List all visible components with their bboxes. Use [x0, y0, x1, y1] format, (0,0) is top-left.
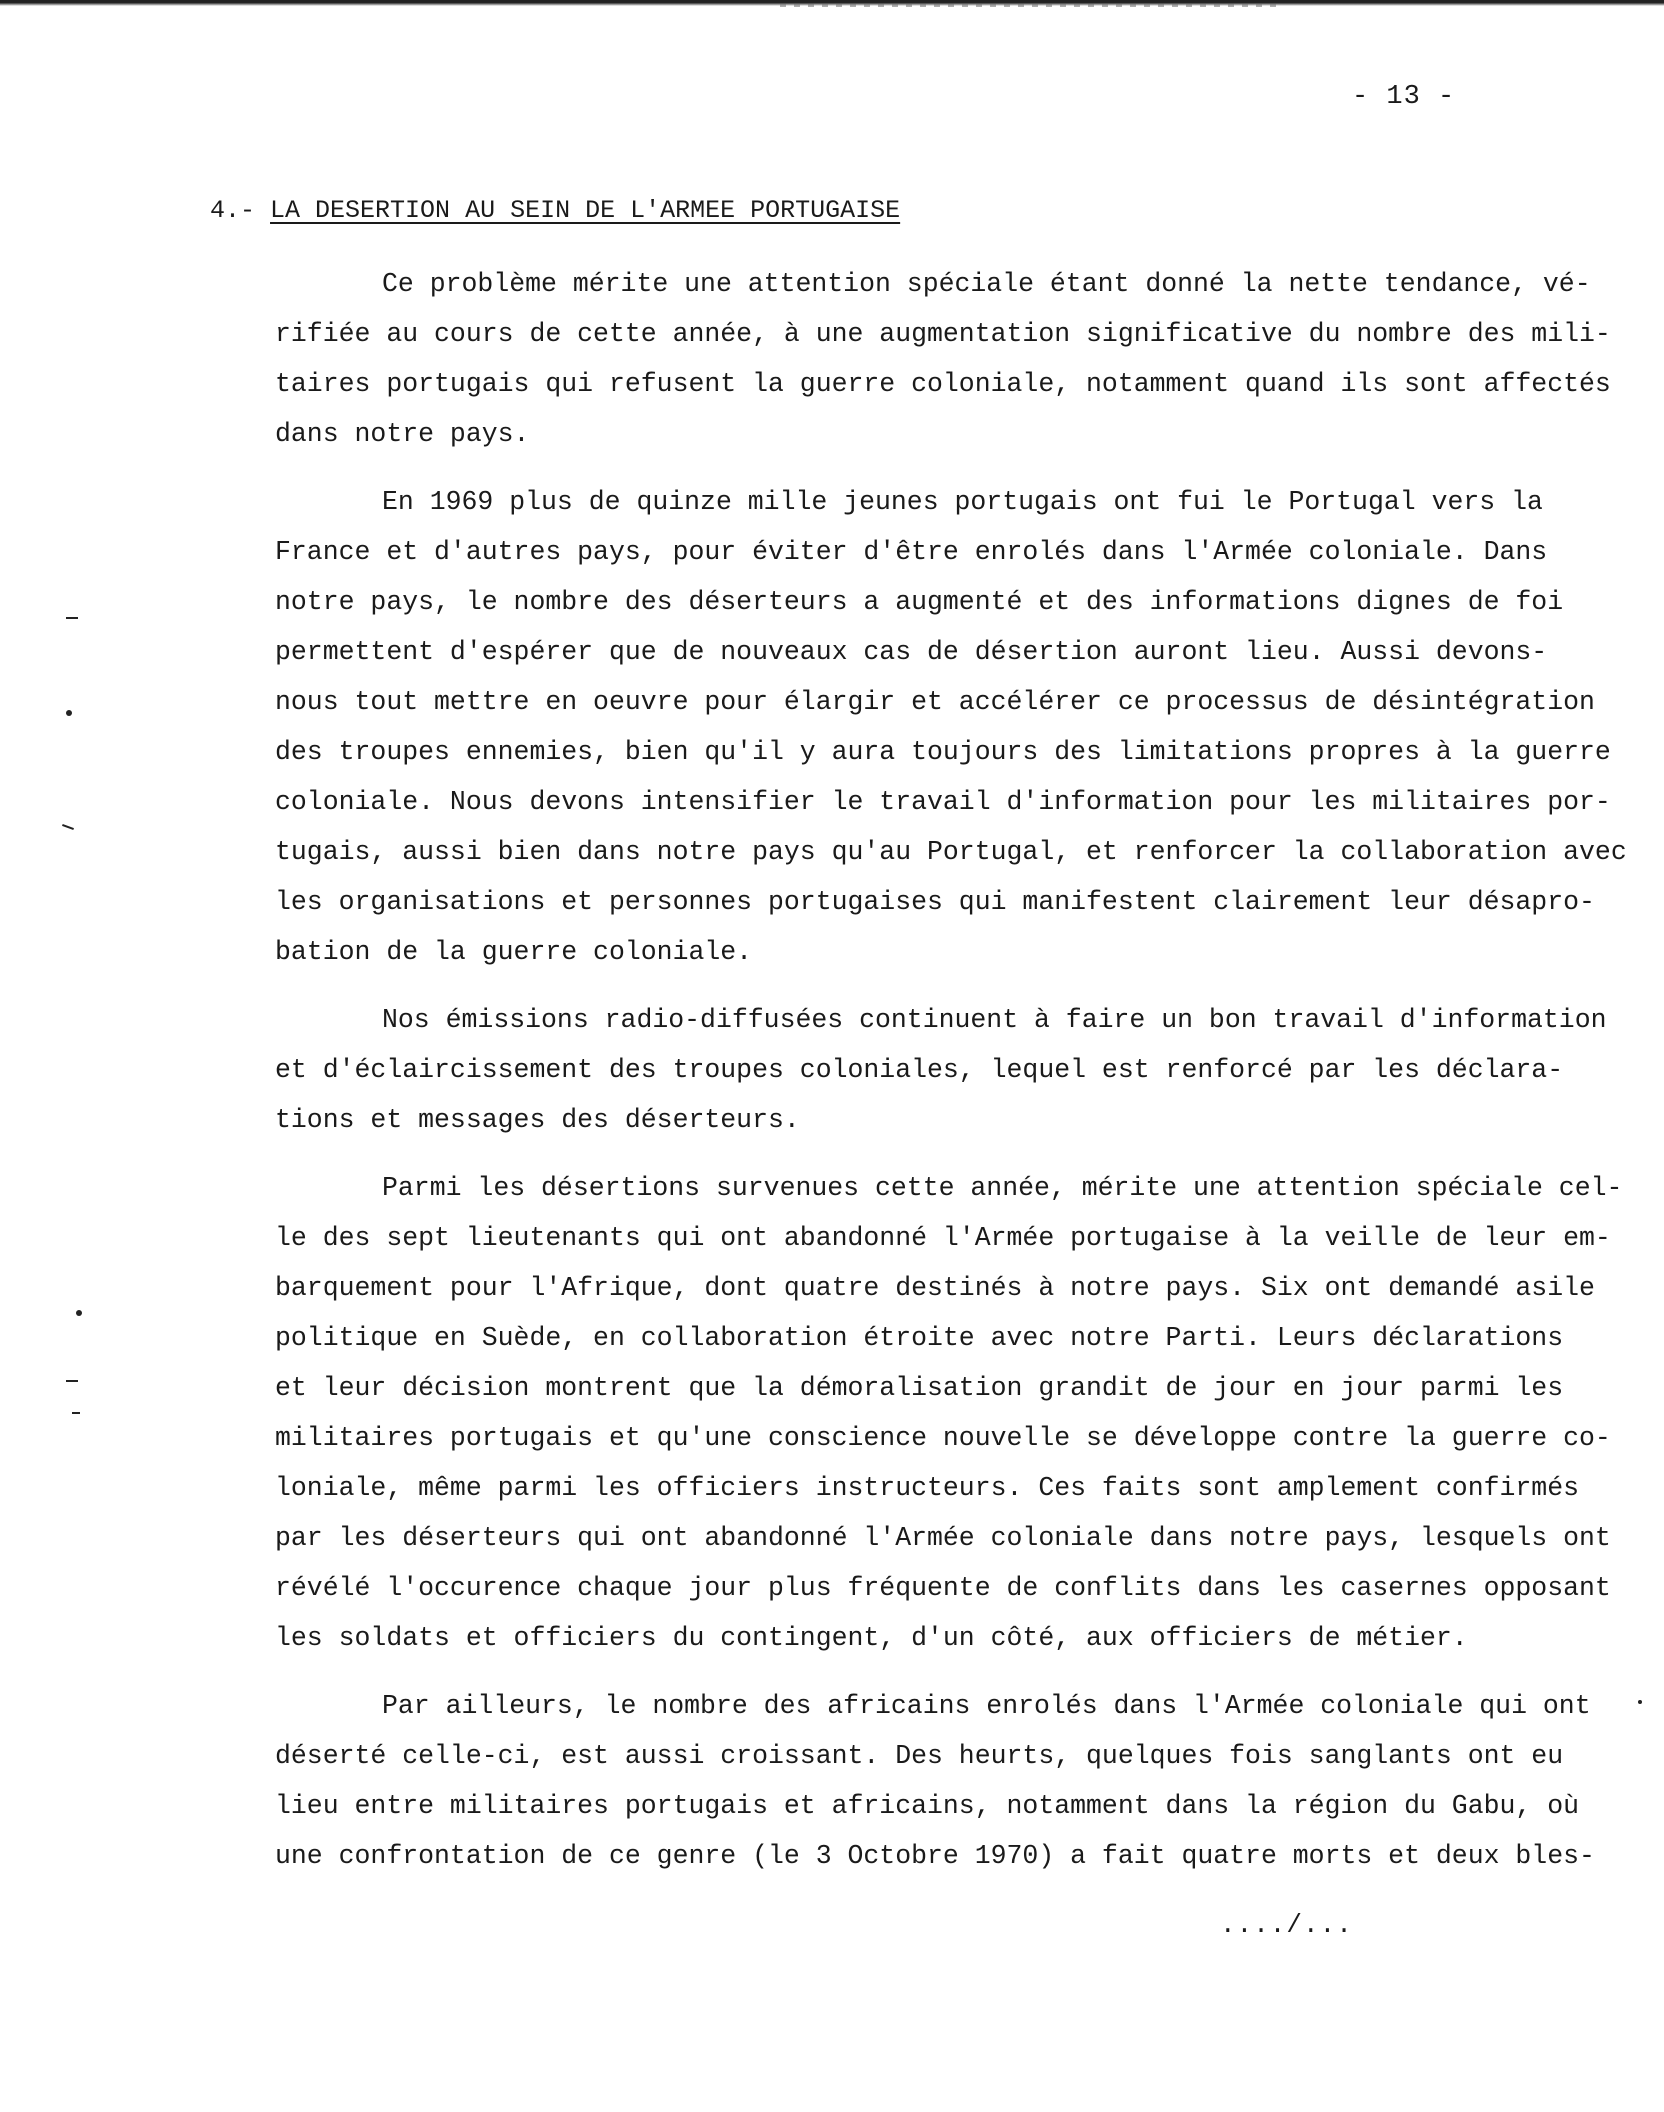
margin-mark [66, 1380, 78, 1382]
text-line: militaires portugais et qu'une conscience nouvelle se développe contre la guerre co- [275, 1423, 1611, 1453]
continuation-mark: ..../... [1220, 1910, 1353, 1940]
text-line: le des sept lieutenants qui ont abandonné l'Armée portugaise à la veille de leur em- [275, 1223, 1611, 1253]
text-line: tugais, aussi bien dans notre pays qu'au Portugal, et renforcer la collaboration avec [275, 837, 1627, 867]
margin-mark [72, 1412, 80, 1414]
text-line: Par ailleurs, le nombre des africains enrolés dans l'Armée coloniale qui ont [382, 1691, 1591, 1721]
text-line: lieu entre militaires portugais et africains, notamment dans la région du Gabu, où [275, 1791, 1580, 1821]
margin-mark [66, 617, 78, 619]
text-line: barquement pour l'Afrique, dont quatre destinés à notre pays. Six ont demandé asile [275, 1273, 1595, 1303]
text-line: révélé l'occurence chaque jour plus fréquente de conflits dans les casernes opposant [275, 1573, 1611, 1603]
section-title: LA DESERTION AU SEIN DE L'ARMEE PORTUGAISE [270, 196, 901, 225]
text-line: permettent d'espérer que de nouveaux cas de désertion auront lieu. Aussi devons- [275, 637, 1548, 667]
text-line: nous tout mettre en oeuvre pour élargir et accélérer ce processus de désintégration [275, 687, 1595, 717]
text-line: et d'éclaircissement des troupes coloniales, lequel est renforcé par les déclara- [275, 1055, 1564, 1085]
text-line: coloniale. Nous devons intensifier le travail d'information pour les militaires por- [275, 787, 1611, 817]
text-line: déserté celle-ci, est aussi croissant. Des heurts, quelques fois sanglants ont eu [275, 1741, 1564, 1771]
text-line: loniale, même parmi les officiers instructeurs. Ces faits sont amplement confirmés [275, 1473, 1580, 1503]
text-line: France et d'autres pays, pour éviter d'être enrolés dans l'Armée coloniale. Dans [275, 537, 1548, 567]
margin-mark [66, 710, 72, 716]
text-line: les soldats et officiers du contingent, d'un côté, aux officiers de métier. [275, 1623, 1468, 1653]
section-number: 4.- [210, 196, 256, 225]
page-number: - 13 - [1352, 82, 1456, 112]
text-line: tions et messages des déserteurs. [275, 1105, 800, 1135]
text-line: taires portugais qui refusent la guerre coloniale, notamment quand ils sont affectés [275, 369, 1611, 399]
text-line: Parmi les désertions survenues cette année, mérite une attention spéciale cel- [382, 1173, 1623, 1203]
text-line: des troupes ennemies, bien qu'il y aura toujours des limitations propres à la guerre [275, 737, 1611, 767]
text-line: par les déserteurs qui ont abandonné l'Armée coloniale dans notre pays, lesquels ont [275, 1523, 1611, 1553]
text-line: bation de la guerre coloniale. [275, 937, 753, 967]
text-line: Nos émissions radio-diffusées continuent à faire un bon travail d'information [382, 1005, 1607, 1035]
margin-mark [1638, 1700, 1642, 1704]
text-line: notre pays, le nombre des déserteurs a augmenté et des informations dignes de foi [275, 587, 1564, 617]
text-line: une confrontation de ce genre (le 3 Octobre 1970) a fait quatre morts et deux bles- [275, 1841, 1595, 1871]
text-line: En 1969 plus de quinze mille jeunes portugais ont fui le Portugal vers la [382, 487, 1543, 517]
text-line: rifiée au cours de cette année, à une augmentation significative du nombre des mili- [275, 319, 1611, 349]
text-line: politique en Suède, en collaboration étroite avec notre Parti. Leurs déclarations [275, 1323, 1564, 1353]
margin-mark [76, 1310, 82, 1316]
text-line: Ce problème mérite une attention spéciale étant donné la nette tendance, vé- [382, 269, 1591, 299]
text-line: les organisations et personnes portugaises qui manifestent clairement leur désapro- [275, 887, 1595, 917]
text-line: dans notre pays. [275, 419, 530, 449]
text-line: et leur décision montrent que la démoralisation grandit de jour en jour parmi les [275, 1373, 1564, 1403]
